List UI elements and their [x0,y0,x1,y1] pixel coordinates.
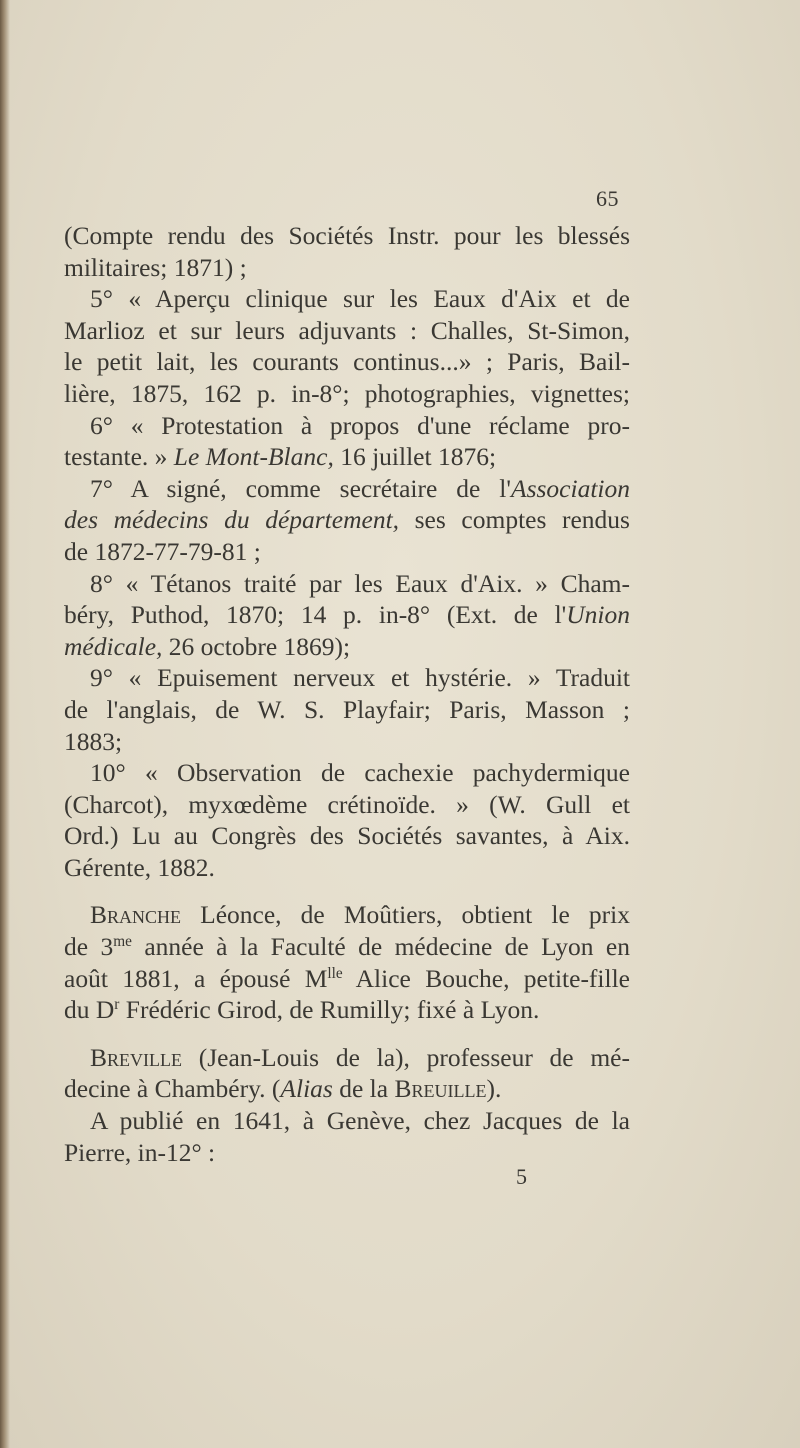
text-line [64,441,630,473]
text-line: de l'anglais, de W. S. Playfair; Paris, Masson ; [64,694,630,724]
text-run: de 3 [64,932,114,962]
paragraph-gap [64,1026,630,1042]
text-line [64,631,630,663]
text-run: août 1881, a épousé M [64,963,328,993]
text-line: le petit lait, les courants continus...» ; Paris, Bail- [64,347,630,377]
text-run: 7° A signé, comme secrétaire de l' [90,473,511,503]
superscript: lle [327,964,343,982]
text-line: 9° « Epuisement nerveux et hystérie. » Traduit [90,663,630,693]
text-line: 10° « Observation de cachexie pachydermique [90,758,630,788]
text-line: militaires; 1871) ; [64,252,247,282]
text-line: 5° « Aperçu clinique sur les Eaux d'Aix et de [90,284,630,314]
text-line: 8° « Tétanos traité par les Eaux d'Aix. » Cham- [90,568,630,598]
text-line: 6° « Protestation à propos d'une réclame pro- [90,410,630,440]
text-line [64,1042,630,1074]
superscript: r [114,996,120,1014]
text-line [64,504,630,536]
journal-title: Le Mont-Blanc, [173,442,334,472]
italic-run: médicale, [64,631,163,661]
italic-run: Union [566,600,630,630]
text-run: testante. » [64,442,174,472]
text-run: (Jean-Louis de la), professeur de mé- [182,1042,630,1072]
text-run: de la [332,1074,395,1104]
text-line [64,931,630,963]
text-line: (Charcot), myxœdème crétinoïde. » (W. Gull et [64,789,630,819]
text-line [64,599,630,631]
signature-mark: 5 [516,1164,527,1189]
text-run: du D [64,995,115,1025]
text-line: lière, 1875, 162 p. in-8°; photographies, vignettes; [64,378,630,408]
italic-run: Alias [280,1074,333,1104]
text-line: Marlioz et sur leurs adjuvants : Challes, St-Simon, [64,315,630,345]
text-line [64,1073,630,1105]
text-line [64,473,630,505]
text-line: Gérente, 1882. [64,852,215,882]
text-line [64,994,630,1026]
text-line: (Compte rendu des Sociétés Instr. pour les blessés [64,221,630,250]
text-line [64,899,630,931]
italic-run: Association [511,473,630,503]
text-line: A publié en 1641, à Genève, chez Jacques de la [90,1106,630,1136]
text-run: Léonce, de Moûtiers, obtient le prix [181,900,630,930]
text-run: Alice Bouche, petite-fille [342,963,630,993]
text-run: béry, Puthod, 1870; 14 p. in-8° (Ext. de l' [64,600,567,630]
entry-name: Breville [90,1042,182,1072]
text-line: Ord.) Lu au Congrès des Sociétés savantes, à Aix. [64,821,630,851]
text-run: Frédéric Girod, de Rumilly; fixé à Lyon. [119,995,540,1025]
entry-name: Breuille [394,1074,487,1104]
page-number: 65 [596,186,619,211]
text-run: decine à Chambéry. ( [64,1074,281,1104]
text-run: 26 octobre 1869); [162,631,351,661]
paragraph-gap [64,883,630,899]
text-run: année à la Faculté de médecine de Lyon en [131,932,630,962]
binding-edge [0,0,10,1448]
text-line: Pierre, in-12° : [64,1137,216,1167]
text-line [64,963,630,995]
entry-name: Branche [90,900,182,930]
text-line: de 1872-77-79-81 ; [64,536,261,566]
text-run: 16 juillet 1876; [333,442,497,472]
text-line: 1883; [64,726,123,756]
text-run: ). [486,1074,502,1104]
text-run: ses comptes rendus [399,505,630,535]
italic-run: des médecins du département, [64,505,400,535]
superscript: me [113,932,132,950]
page-text [64,220,630,1168]
